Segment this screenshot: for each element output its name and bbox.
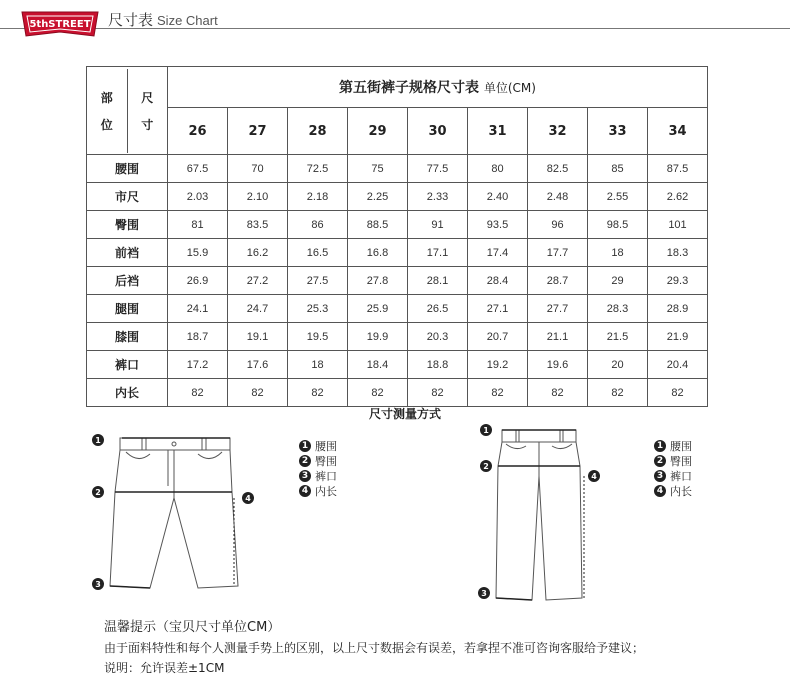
row-label: 市尺 [87, 183, 168, 211]
table-cell: 19.5 [288, 323, 348, 351]
table-cell: 21.1 [528, 323, 588, 351]
table-cell: 2.33 [408, 183, 468, 211]
table-cell: 24.1 [168, 295, 228, 323]
table-cell: 98.5 [588, 211, 648, 239]
legend-item [299, 438, 337, 453]
table-cell: 16.2 [228, 239, 288, 267]
table-cell: 20.7 [468, 323, 528, 351]
table-row [87, 323, 708, 351]
table-cell: 2.03 [168, 183, 228, 211]
svg-text:1: 1 [95, 436, 101, 445]
table-cell: 86 [288, 211, 348, 239]
svg-text:3: 3 [95, 580, 101, 589]
table-cell: 82 [468, 379, 528, 407]
table-cell: 17.6 [228, 351, 288, 379]
table-cell: 82 [648, 379, 708, 407]
table-cell: 82 [168, 379, 228, 407]
legend-item [654, 453, 692, 468]
table-cell: 18 [288, 351, 348, 379]
svg-text:4: 4 [245, 494, 251, 503]
table-cell: 81 [168, 211, 228, 239]
table-cell: 82 [408, 379, 468, 407]
table-cell: 2.55 [588, 183, 648, 211]
table-cell: 19.2 [468, 351, 528, 379]
header [0, 0, 790, 44]
table-cell: 67.5 [168, 155, 228, 183]
table-cell: 16.5 [288, 239, 348, 267]
table-row [87, 239, 708, 267]
table-cell: 20.4 [648, 351, 708, 379]
table-row [87, 295, 708, 323]
legend-item [299, 483, 337, 498]
table-cell: 27.5 [288, 267, 348, 295]
table-cell: 2.10 [228, 183, 288, 211]
row-label: 前裆 [87, 239, 168, 267]
svg-text:1: 1 [483, 426, 489, 435]
size-column-header: 32 [528, 108, 588, 155]
table-cell: 18.7 [168, 323, 228, 351]
legend-num: 3 [654, 470, 666, 482]
table-row [87, 351, 708, 379]
table-cell: 19.1 [228, 323, 288, 351]
legend-item [654, 438, 692, 453]
table-cell: 21.5 [588, 323, 648, 351]
legend-front [299, 438, 337, 498]
pants-diagram-front [90, 428, 260, 598]
legend-item [299, 453, 337, 468]
table-cell: 16.8 [348, 239, 408, 267]
tips-line: 说明：允许误差±1CM [104, 661, 225, 675]
table-cell: 17.4 [468, 239, 528, 267]
legend-num: 2 [299, 455, 311, 467]
table-cell: 20 [588, 351, 648, 379]
svg-text:2: 2 [483, 462, 489, 471]
table-cell: 2.18 [288, 183, 348, 211]
legend-label: 内长 [315, 484, 337, 498]
measure-title: 尺寸测量方式 [369, 407, 442, 421]
table-cell: 27.7 [528, 295, 588, 323]
legend-num: 4 [654, 485, 666, 497]
table-cell: 96 [528, 211, 588, 239]
row-label: 后裆 [87, 267, 168, 295]
legend-item [654, 483, 692, 498]
tips-line: 由于面料特性和每个人测量手势上的区别，以上尺寸数据会有误差，若拿捏不准可咨询客服给予建议； [104, 641, 645, 655]
table-cell: 70 [228, 155, 288, 183]
table-cell: 27.2 [228, 267, 288, 295]
svg-text:3: 3 [481, 589, 487, 598]
pants-diagram-back [476, 420, 606, 610]
table-cell: 26.5 [408, 295, 468, 323]
table-cell: 82.5 [528, 155, 588, 183]
legend-label: 腰围 [315, 439, 337, 453]
table-row [87, 379, 708, 407]
table-cell: 18 [588, 239, 648, 267]
table-cell: 91 [408, 211, 468, 239]
size-column-header: 29 [348, 108, 408, 155]
table-cell: 85 [588, 155, 648, 183]
svg-text:4: 4 [591, 472, 597, 481]
table-cell: 83.5 [228, 211, 288, 239]
size-column-header: 27 [228, 108, 288, 155]
table-row [87, 155, 708, 183]
size-column-header: 28 [288, 108, 348, 155]
legend-num: 3 [299, 470, 311, 482]
table-cell: 80 [468, 155, 528, 183]
legend-label: 臀围 [670, 454, 692, 468]
size-column-header: 34 [648, 108, 708, 155]
table-caption-unit: 单位(CM) [483, 81, 536, 95]
table-cell: 87.5 [648, 155, 708, 183]
size-column-header: 26 [168, 108, 228, 155]
table-cell: 29 [588, 267, 648, 295]
page-title [108, 9, 218, 30]
row-label: 腿围 [87, 295, 168, 323]
table-cell: 29.3 [648, 267, 708, 295]
legend-num: 4 [299, 485, 311, 497]
table-cell: 19.6 [528, 351, 588, 379]
table-cell: 82 [228, 379, 288, 407]
table-cell: 21.9 [648, 323, 708, 351]
corner-label: 位 [100, 117, 113, 132]
table-caption-text: 第五街裤子规格尺寸表 [339, 80, 479, 96]
table-cell: 82 [528, 379, 588, 407]
size-column-header: 31 [468, 108, 528, 155]
table-cell: 24.7 [228, 295, 288, 323]
table-cell: 19.9 [348, 323, 408, 351]
table-cell: 15.9 [168, 239, 228, 267]
table-cell: 27.1 [468, 295, 528, 323]
corner-label: 寸 [141, 117, 154, 132]
table-cell: 2.25 [348, 183, 408, 211]
table-cell: 20.3 [408, 323, 468, 351]
page-title-cn: 尺寸表 [108, 11, 154, 29]
legend-label: 臀围 [315, 454, 337, 468]
table-cell: 101 [648, 211, 708, 239]
table-cell: 17.1 [408, 239, 468, 267]
legend-item [654, 468, 692, 483]
table-corner [87, 67, 168, 155]
svg-text:2: 2 [95, 488, 101, 497]
legend-num: 1 [299, 440, 311, 452]
table-row [87, 267, 708, 295]
table-cell: 18.4 [348, 351, 408, 379]
row-label: 臀围 [87, 211, 168, 239]
tips-title: 温馨提示（宝贝尺寸单位CM） [104, 620, 281, 635]
legend-num: 2 [654, 455, 666, 467]
table-cell: 77.5 [408, 155, 468, 183]
table-cell: 18.3 [648, 239, 708, 267]
table-cell: 82 [348, 379, 408, 407]
legend-label: 腰围 [670, 439, 692, 453]
table-cell: 93.5 [468, 211, 528, 239]
table-row [87, 211, 708, 239]
table-cell: 28.1 [408, 267, 468, 295]
legend-label: 内长 [670, 484, 692, 498]
legend-back [654, 438, 692, 498]
legend-num: 1 [654, 440, 666, 452]
corner-label: 部 [100, 90, 113, 105]
legend-label: 裤口 [670, 469, 692, 483]
table-cell: 2.40 [468, 183, 528, 211]
table-row [87, 183, 708, 211]
corner-label: 尺 [141, 90, 154, 105]
table-cell: 2.62 [648, 183, 708, 211]
table-cell: 27.8 [348, 267, 408, 295]
legend-label: 裤口 [315, 469, 337, 483]
table-cell: 2.48 [528, 183, 588, 211]
row-label: 腰围 [87, 155, 168, 183]
table-cell: 88.5 [348, 211, 408, 239]
legend-item [299, 468, 337, 483]
table-cell: 25.3 [288, 295, 348, 323]
row-label: 裤口 [87, 351, 168, 379]
table-cell: 17.2 [168, 351, 228, 379]
table-cell: 26.9 [168, 267, 228, 295]
tips-block [104, 618, 644, 678]
table-cell: 82 [288, 379, 348, 407]
size-column-header: 30 [408, 108, 468, 155]
table-cell: 18.8 [408, 351, 468, 379]
table-cell: 28.9 [648, 295, 708, 323]
size-column-header: 33 [588, 108, 648, 155]
table-cell: 72.5 [288, 155, 348, 183]
logo-text: 5thSTREET [29, 19, 91, 30]
table-caption [168, 67, 708, 108]
row-label: 内长 [87, 379, 168, 407]
table-cell: 25.9 [348, 295, 408, 323]
table-cell: 28.3 [588, 295, 648, 323]
table-cell: 75 [348, 155, 408, 183]
page-title-en: Size Chart [157, 13, 218, 28]
table-cell: 82 [588, 379, 648, 407]
size-table [86, 66, 708, 407]
table-cell: 17.7 [528, 239, 588, 267]
table-cell: 28.4 [468, 267, 528, 295]
row-label: 膝围 [87, 323, 168, 351]
table-cell: 28.7 [528, 267, 588, 295]
brand-logo [18, 10, 102, 38]
